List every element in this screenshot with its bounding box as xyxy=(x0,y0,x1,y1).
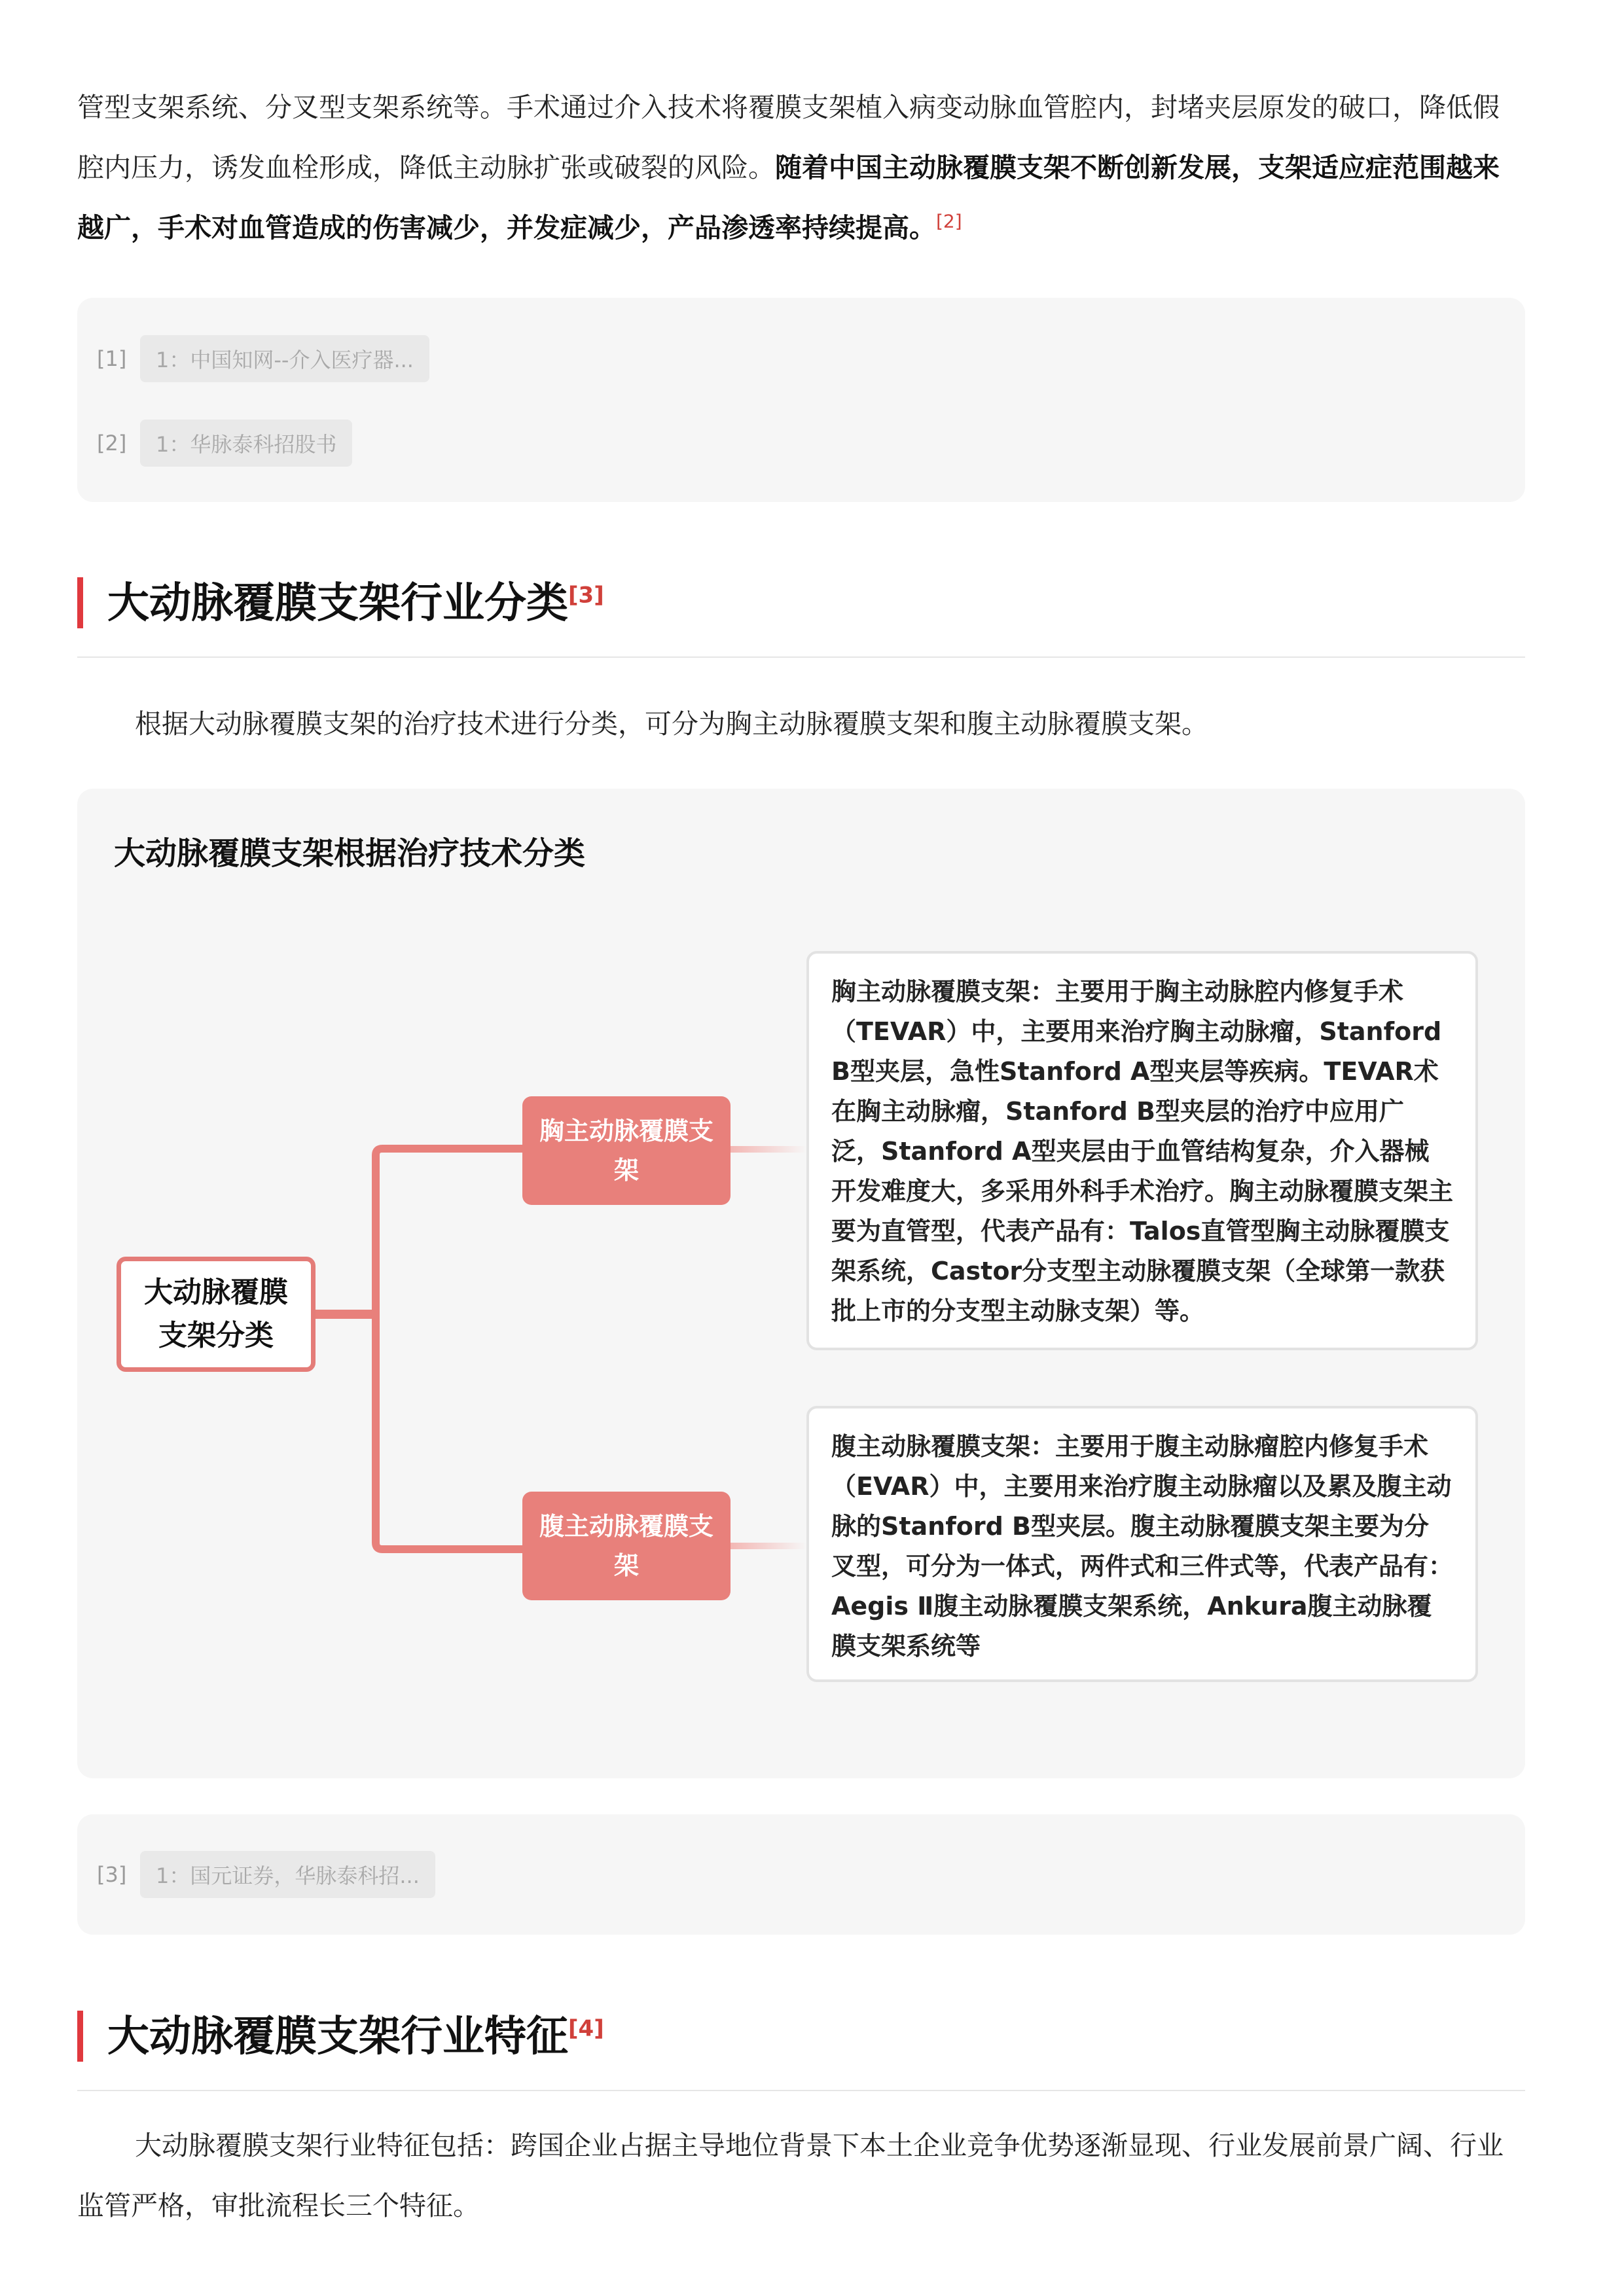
branch-connector-thoracic xyxy=(376,1149,522,1314)
section-title xyxy=(107,569,604,630)
leaf-node-abdominal: 腹主动脉覆膜支架：主要用于腹主动脉瘤腔内修复手术（EVAR）中，主要用来治疗腹主动脉瘤以及累及腹主动脉的Stanford B型夹层。腹主动脉覆膜支架主要为分叉型，可分为一体式，两件式和三件式等，代表产品有：Aegis Ⅱ腹主动脉覆膜支架系统，Ankura腹主动脉覆膜支架系统等 xyxy=(806,1406,1478,1682)
intro-bold-text: 随着中国主动脉覆膜支架不断创新发展，支架适应症范围越来越广，手术对血管造成的伤害减少，并发症减少，产品渗透率持续提高。 xyxy=(77,152,1500,243)
branch-node-label: 腹主动脉覆膜支架 xyxy=(539,1512,714,1580)
root-node-label: 大动脉覆膜支架分类 xyxy=(144,1276,288,1352)
reference-box xyxy=(77,298,1525,502)
reference-item xyxy=(97,335,429,382)
section-ref-link[interactable]: [3] xyxy=(568,582,604,609)
section-heading-features xyxy=(77,2003,1525,2091)
section-body-text: 大动脉覆膜支架行业特征包括：跨国企业占据主导地位背景下本土企业竞争优势逐渐显现、行业发展前景广阔、行业监管严格，审批流程长三个特征。 xyxy=(77,2130,1504,2221)
intro-ref-link[interactable]: [2] xyxy=(936,210,962,232)
reference-number: [1] xyxy=(97,346,127,371)
heading-accent-bar xyxy=(77,2011,83,2062)
intro-text: 管型支架系统、分叉型支架系统等。手术通过介入技术将覆膜支架植入病变动脉血管腔内，封堵夹层原发的破口，降低假腔内压力，诱发血栓形成，降低主动脉扩张或破裂的风险。 xyxy=(77,92,1500,183)
diagram-title: 大动脉覆膜支架根据治疗技术分类 xyxy=(114,835,586,872)
section-body: 根据大动脉覆膜支架的治疗技术进行分类，可分为胸主动脉覆膜支架和腹主动脉覆膜支架。 xyxy=(135,708,1208,740)
heading-accent-bar xyxy=(77,577,83,628)
reference-box xyxy=(77,1814,1525,1935)
classification-diagram xyxy=(77,789,1525,1778)
reference-item xyxy=(97,420,352,467)
leaf-connector-abdominal xyxy=(731,1543,806,1549)
branch-connector-abdominal xyxy=(376,1314,522,1549)
branch-node-thoracic xyxy=(522,1096,731,1205)
section-body xyxy=(77,2115,1525,2236)
section-title xyxy=(107,2003,604,2063)
reference-number: [2] xyxy=(97,431,127,456)
reference-item xyxy=(97,1851,435,1898)
reference-link[interactable]: 1：国元证券，华脉泰科招... xyxy=(140,1851,435,1898)
branch-node-label: 胸主动脉覆膜支架 xyxy=(539,1117,714,1185)
section-ref-link[interactable]: [4] xyxy=(568,2015,604,2042)
branch-node-abdominal xyxy=(522,1492,731,1600)
section-heading-classification xyxy=(77,569,1525,658)
leaf-connector-thoracic xyxy=(731,1146,806,1153)
root-node xyxy=(117,1257,316,1372)
section-title-text: 大动脉覆膜支架行业分类 xyxy=(107,579,568,628)
leaf-node-thoracic: 胸主动脉覆膜支架：主要用于胸主动脉腔内修复手术（TEVAR）中，主要用来治疗胸主动脉瘤，Stanford B型夹层，急性Stanford A型夹层等疾病。TEVAR术在胸主动脉瘤，Stanford B型夹层的治疗中应用广泛，Stanford A型夹层由于血管结构复杂，介入器械开发难度大，多采用外科手术治疗。胸主动脉覆膜支架主要为直管型，代表产品有：Talos直管型胸主动脉覆膜支架系统，Castor分支型主动脉覆膜支架（全球第一款获批上市的分支型主动脉支架）等。 xyxy=(806,951,1478,1350)
reference-link[interactable]: 1：华脉泰科招股书 xyxy=(140,420,352,467)
section-title-text: 大动脉覆膜支架行业特征 xyxy=(107,2013,568,2061)
reference-number: [3] xyxy=(97,1862,127,1887)
reference-link[interactable]: 1：中国知网--介入医疗器... xyxy=(140,335,429,382)
intro-paragraph xyxy=(77,77,1525,258)
